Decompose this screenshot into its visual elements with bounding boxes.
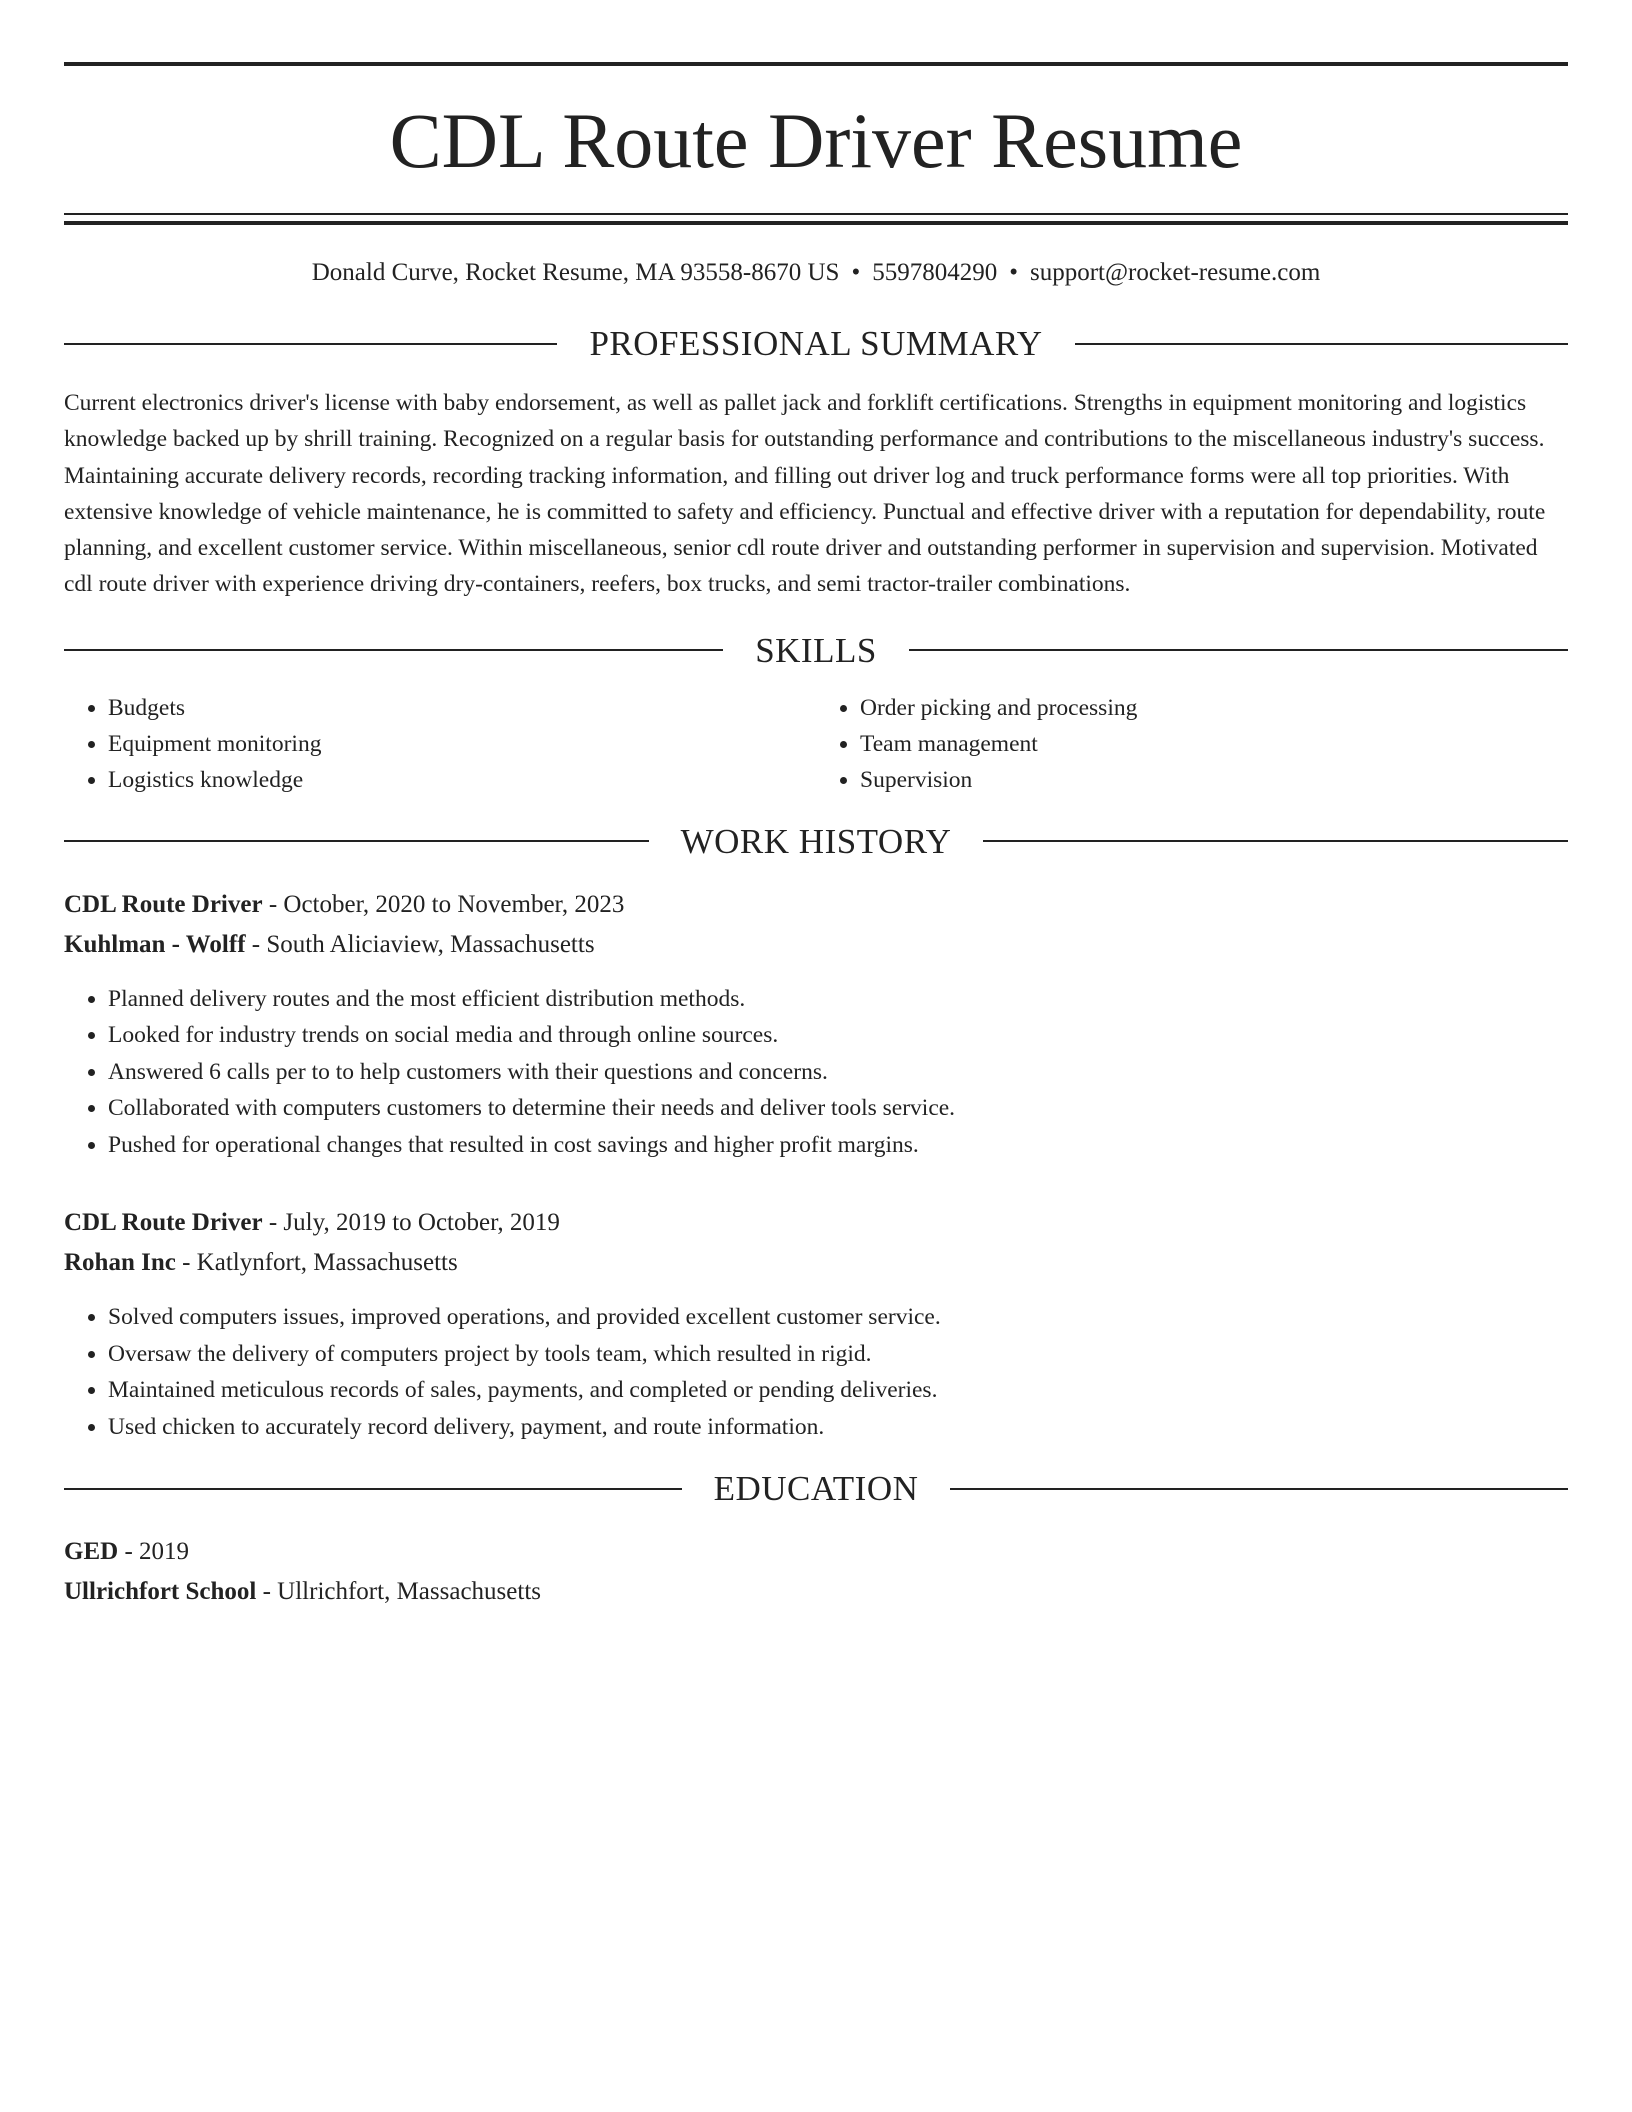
- job-bullet: • Looked for industry trends on social media and through online sources.: [108, 1017, 1568, 1054]
- education-heading-label: EDUCATION: [713, 1469, 919, 1509]
- skill-item: • Budgets: [108, 690, 816, 726]
- top-rule: [64, 62, 1568, 66]
- contact-separator: •: [1009, 259, 1018, 286]
- contact-email: support@rocket-resume.com: [1029, 259, 1321, 286]
- resume-title: CDL Route Driver Resume: [389, 97, 1243, 184]
- skills-column-left: [64, 690, 816, 798]
- heading-rule: [909, 649, 1568, 651]
- job-bullet: • Pushed for operational changes that resulted in cost savings and higher profit margins.: [108, 1127, 1568, 1164]
- education-heading: [64, 1469, 1568, 1509]
- heading-rule: [983, 840, 1568, 842]
- job-bullet: • Solved computers issues, improved operations, and provided excellent customer service.: [108, 1299, 1568, 1336]
- title-rule: [64, 213, 1568, 215]
- summary-text: Current electronics driver's license with baby endorsement, as well as pallet jack and forklift certifications. Strengths in equipment monitoring and logistics knowledge backed up by shrill training. Recognized on a regular basis for outstanding performance and contributions to the miscellaneous industry's success. Maintaining accurate delivery records, recording tracking information, and filling out driver log and truck performance forms were all top priorities. With extensive knowledge of vehicle maintenance, he is committed to safety and efficiency. Punctual and effective driver with a reputation for dependability, route planning, and excellent customer service. Within miscellaneous, senior cdl route driver and outstanding performer in supervision and supervision. Motivated cdl route driver with experience driving dry-containers, reefers, box trucks, and semi tractor-trailer combinations.: [64, 390, 1546, 598]
- education-location: - Ullrichfort, Massachusetts: [256, 1578, 541, 1606]
- contact-phone: 5597804290: [872, 259, 998, 286]
- job-bullet: • Collaborated with computers customers to determine their needs and deliver tools service.: [108, 1090, 1568, 1127]
- job-company: Rohan Inc: [64, 1249, 176, 1277]
- skills-column-right: [816, 690, 1568, 798]
- job-bullets: [64, 1299, 1568, 1445]
- job-title-line: [64, 885, 1568, 925]
- skills-heading: [64, 630, 1568, 670]
- job-bullet: • Answered 6 calls per to to help customers with their questions and concerns.: [108, 1054, 1568, 1091]
- job-title: CDL Route Driver: [64, 1209, 263, 1237]
- job-dates: - July, 2019 to October, 2019: [262, 1209, 560, 1237]
- work-heading: [64, 821, 1568, 861]
- heading-rule: [64, 343, 557, 345]
- job-bullet: • Oversaw the delivery of computers project by tools team, which resulted in rigid.: [108, 1336, 1568, 1373]
- job-location: - Katlynfort, Massachusetts: [175, 1249, 458, 1277]
- job-bullets: [64, 981, 1568, 1164]
- work-heading-label: WORK HISTORY: [680, 821, 952, 861]
- education-degree: GED: [64, 1538, 119, 1566]
- job-bullet: • Maintained meticulous records of sales, payments, and completed or pending deliveries.: [108, 1372, 1568, 1409]
- skill-item: • Team management: [860, 726, 1568, 762]
- contact-address: Donald Curve, Rocket Resume, MA 93558-8670 US: [311, 259, 840, 286]
- heading-rule: [64, 649, 723, 651]
- job-location: - South Aliciaview, Massachusetts: [245, 930, 595, 958]
- summary-heading: [64, 326, 1568, 361]
- skill-item: • Logistics knowledge: [108, 762, 816, 798]
- education-school-line: [64, 1572, 1568, 1612]
- job-bullet: • Used chicken to accurately record delivery, payment, and route information.: [108, 1409, 1568, 1446]
- job-entry: [64, 1203, 1568, 1445]
- contact-separator: •: [851, 259, 861, 286]
- job-title-line: [64, 1203, 1568, 1243]
- job-title: CDL Route Driver: [64, 890, 263, 918]
- heading-rule: [1075, 343, 1568, 345]
- contact-line: [64, 258, 1568, 288]
- job-entry: [64, 885, 1568, 1164]
- job-dates: - October, 2020 to November, 2023: [262, 890, 625, 918]
- summary-heading-label: PROFESSIONAL SUMMARY: [589, 324, 1043, 363]
- education-entry: [64, 1532, 1568, 1612]
- education-degree-line: [64, 1532, 1568, 1572]
- job-company-line: [64, 1243, 1568, 1283]
- job-bullet: • Planned delivery routes and the most efficient distribution methods.: [108, 981, 1568, 1018]
- heading-rule: [950, 1488, 1568, 1490]
- skill-item: • Supervision: [860, 762, 1568, 798]
- education-year: - 2019: [118, 1538, 190, 1566]
- skill-item: • Order picking and processing: [860, 690, 1568, 726]
- education-school: Ullrichfort School: [64, 1578, 257, 1606]
- job-company-line: [64, 925, 1568, 965]
- job-company: Kuhlman - Wolff: [64, 930, 246, 958]
- heading-rule: [64, 1488, 682, 1490]
- heading-rule: [64, 840, 649, 842]
- title-rule-thick: [64, 221, 1568, 225]
- skills-list: [64, 690, 1568, 798]
- skill-item: • Equipment monitoring: [108, 726, 816, 762]
- skills-heading-label: SKILLS: [755, 630, 877, 670]
